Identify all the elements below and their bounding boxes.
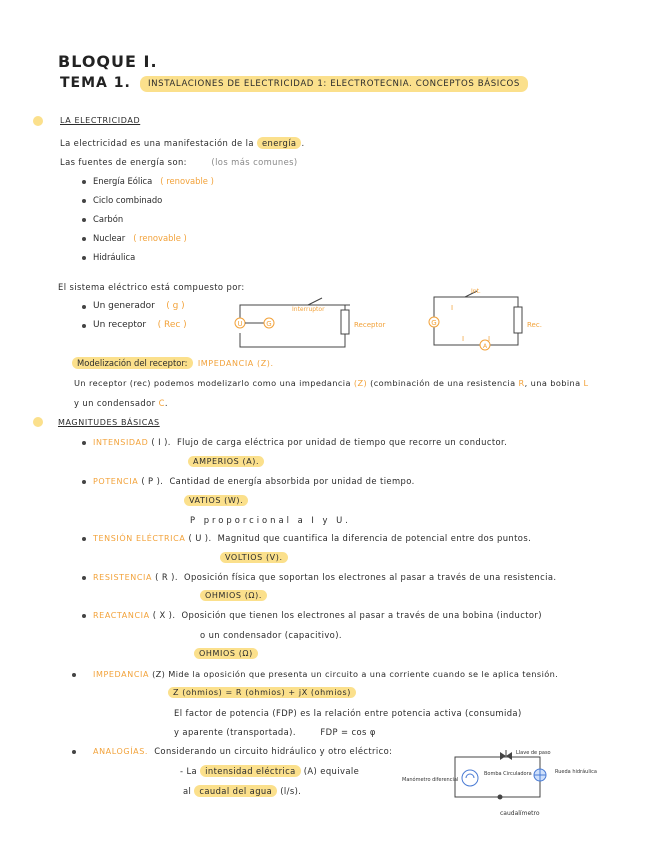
electricidad-definition: La electricidad es una manifestación de la energía . — [60, 138, 305, 148]
tension-line: TENSIÓN ELÉCTRICA ( U ). Magnitud que cuantifica la diferencia de potencial entre dos puntos. — [93, 533, 532, 543]
potencia-unit: VATIOS (W). — [184, 495, 248, 506]
i-label: I — [488, 335, 491, 343]
intensidad-unit: AMPERIOS (A). — [188, 456, 264, 467]
manometro-label: Manómetro diferencial — [402, 777, 459, 783]
potencia-note: P proporcional a I y U. — [190, 515, 351, 525]
modelizacion-desc-2: y un condensador C. — [74, 398, 168, 408]
g-label: G — [431, 319, 437, 327]
analogias-line-2: - La intensidad eléctrica (A) equivale — [180, 766, 360, 776]
resistencia-unit: OHMIOS (Ω). — [200, 590, 267, 601]
modelizacion-desc: Un receptor (rec) podemos modelizarlo como una impedancia (Z) (combinación de una resistencia R, una bobina L — [74, 378, 589, 388]
switch-label: Interruptor — [292, 306, 325, 313]
a-label: A — [482, 343, 488, 350]
i-label: I — [451, 304, 454, 312]
bloque-title: BLOQUE I. — [58, 52, 158, 71]
int-label: Int. — [471, 288, 481, 295]
section-dot — [33, 417, 43, 427]
valve-icon — [500, 752, 506, 760]
rec-label: Rec. — [527, 321, 542, 329]
section-dot — [33, 116, 43, 126]
fdp-line-1: El factor de potencia (FDP) es la relación entre potencia activa (consumida) — [174, 708, 522, 718]
source-item: Carbón — [93, 214, 124, 224]
source-item: Ciclo combinado — [93, 195, 163, 205]
fdp-line-2: y aparente (transportada). FDP = cos φ — [174, 727, 376, 737]
receptor-resistor — [341, 310, 349, 334]
tema-number: TEMA 1. — [60, 75, 131, 91]
bomba-label: Bomba Circuladora — [484, 771, 532, 777]
reactancia-line-2: o un condensador (capacitivo). — [200, 630, 342, 640]
analogias-line-3: al caudal del agua (l/s). — [183, 786, 302, 796]
source-item: Nuclear ( renovable ) — [93, 233, 187, 243]
source-item: Hidráulica — [93, 252, 136, 262]
fuentes-line: Las fuentes de energía son: (los más comunes) — [60, 157, 298, 167]
electricidad-heading: LA ELECTRICIDAD — [60, 116, 141, 125]
u-label: U — [237, 320, 243, 328]
impedancia-line: IMPEDANCIA (Z) Mide la oposición que presenta un circuito a una corriente cuando se le aplica tensión. — [93, 669, 559, 679]
tension-unit: VOLTIOS (V). — [220, 552, 288, 563]
sistema-intro: El sistema eléctrico está compuesto por: — [58, 282, 245, 292]
reactancia-unit: OHMIOS (Ω) — [194, 648, 258, 659]
modelizacion-line: Modelización del receptor: IMPEDANCIA (Z). — [72, 358, 274, 368]
pump-icon — [462, 770, 478, 786]
impedancia-formula: Z (ohmios) = R (ohmios) + jX (ohmios) — [168, 687, 356, 698]
tema-title: INSTALACIONES DE ELECTRICIDAD 1: ELECTROTECNIA. CONCEPTOS BÁSICOS — [140, 76, 528, 92]
potencia-line: POTENCIA ( P ). Cantidad de energía absorbida por unidad de tiempo. — [93, 476, 415, 486]
hydraulic-diagram — [400, 745, 605, 820]
intensidad-line: INTENSIDAD ( I ). Flujo de carga eléctrica por unidad de tiempo que recorre un conductor. — [93, 437, 508, 447]
reactancia-line: REACTANCIA ( X ). Oposición que tienen los electrones al pasar a través de una bobina (inductor) — [93, 610, 542, 620]
sistema-item: Un receptor ( Rec ) — [93, 320, 187, 330]
magnitudes-heading: MAGNITUDES BÁSICAS — [58, 418, 160, 427]
resistencia-line: RESISTENCIA ( R ). Oposición física que soportan los electrones al pasar a través de una resistencia. — [93, 572, 557, 582]
i-label: I — [462, 335, 465, 343]
llave-label: Llave de paso — [516, 750, 551, 756]
analogias-line: ANALOGÍAS. Considerando un circuito hidráulico y otro eléctrico: — [93, 746, 393, 756]
rueda-label: Rueda hidráulica — [555, 769, 597, 775]
g-label: G — [266, 320, 272, 328]
sistema-item: Un generador ( g ) — [93, 301, 185, 311]
circuit-diagram-2 — [425, 285, 550, 357]
receptor-label: Receptor — [354, 321, 386, 329]
caudal-label: caudalímetro — [500, 810, 540, 817]
source-item: Energía Eólica ( renovable ) — [93, 176, 214, 186]
circuit-diagram-1 — [230, 290, 410, 360]
